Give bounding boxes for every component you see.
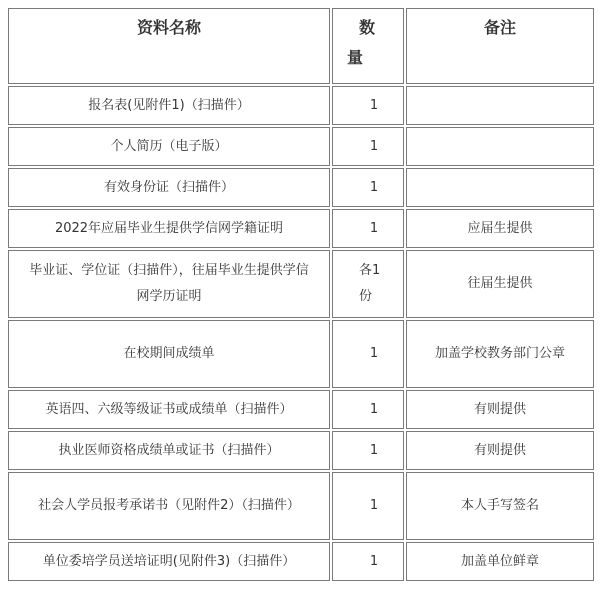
header-note: 备注 bbox=[406, 8, 594, 84]
table-row bbox=[8, 168, 594, 207]
table-row bbox=[8, 127, 594, 166]
header-count-line2: 量 bbox=[347, 48, 364, 67]
table-row bbox=[8, 209, 594, 248]
row-note: 加盖单位鲜章 bbox=[406, 542, 594, 581]
table-row bbox=[8, 320, 594, 388]
table-row bbox=[8, 390, 594, 429]
row-note: 有则提供 bbox=[406, 390, 594, 429]
row-name: 单位委培学员送培证明(见附件3)（扫描件） bbox=[8, 542, 330, 581]
row-note: 往届生提供 bbox=[406, 250, 594, 318]
row-note bbox=[406, 86, 594, 125]
row-count: 1 bbox=[332, 320, 404, 388]
row-count: 各1份 bbox=[332, 250, 404, 318]
row-count: 1 bbox=[332, 86, 404, 125]
row-count: 1 bbox=[332, 168, 404, 207]
table-row bbox=[8, 542, 594, 581]
row-name: 英语四、六级等级证书或成绩单（扫描件） bbox=[8, 390, 330, 429]
row-count: 1 bbox=[332, 431, 404, 470]
header-name: 资料名称 bbox=[8, 8, 330, 84]
materials-table bbox=[6, 6, 596, 583]
row-note bbox=[406, 168, 594, 207]
row-count: 1 bbox=[332, 390, 404, 429]
row-name: 毕业证、学位证（扫描件），往届毕业生提供学信网学历证明 bbox=[8, 250, 330, 318]
row-name: 个人简历（电子版） bbox=[8, 127, 330, 166]
row-note: 有则提供 bbox=[406, 431, 594, 470]
row-name: 2022年应届毕业生提供学信网学籍证明 bbox=[8, 209, 330, 248]
row-count: 1 bbox=[332, 472, 404, 540]
row-count: 1 bbox=[332, 209, 404, 248]
row-name: 报名表(见附件1)（扫描件） bbox=[8, 86, 330, 125]
row-note: 本人手写签名 bbox=[406, 472, 594, 540]
table-row bbox=[8, 472, 594, 540]
row-note: 应届生提供 bbox=[406, 209, 594, 248]
row-note: 加盖学校教务部门公章 bbox=[406, 320, 594, 388]
row-count: 1 bbox=[332, 127, 404, 166]
header-count-line1: 数 bbox=[359, 18, 376, 37]
table-row bbox=[8, 431, 594, 470]
row-name: 社会人学员报考承诺书（见附件2）（扫描件） bbox=[8, 472, 330, 540]
header-count bbox=[332, 8, 404, 84]
table-row bbox=[8, 250, 594, 318]
row-name: 执业医师资格成绩单或证书（扫描件） bbox=[8, 431, 330, 470]
row-note bbox=[406, 127, 594, 166]
row-name: 有效身份证（扫描件） bbox=[8, 168, 330, 207]
table-header-row bbox=[8, 8, 594, 84]
row-count: 1 bbox=[332, 542, 404, 581]
row-name: 在校期间成绩单 bbox=[8, 320, 330, 388]
table-row bbox=[8, 86, 594, 125]
